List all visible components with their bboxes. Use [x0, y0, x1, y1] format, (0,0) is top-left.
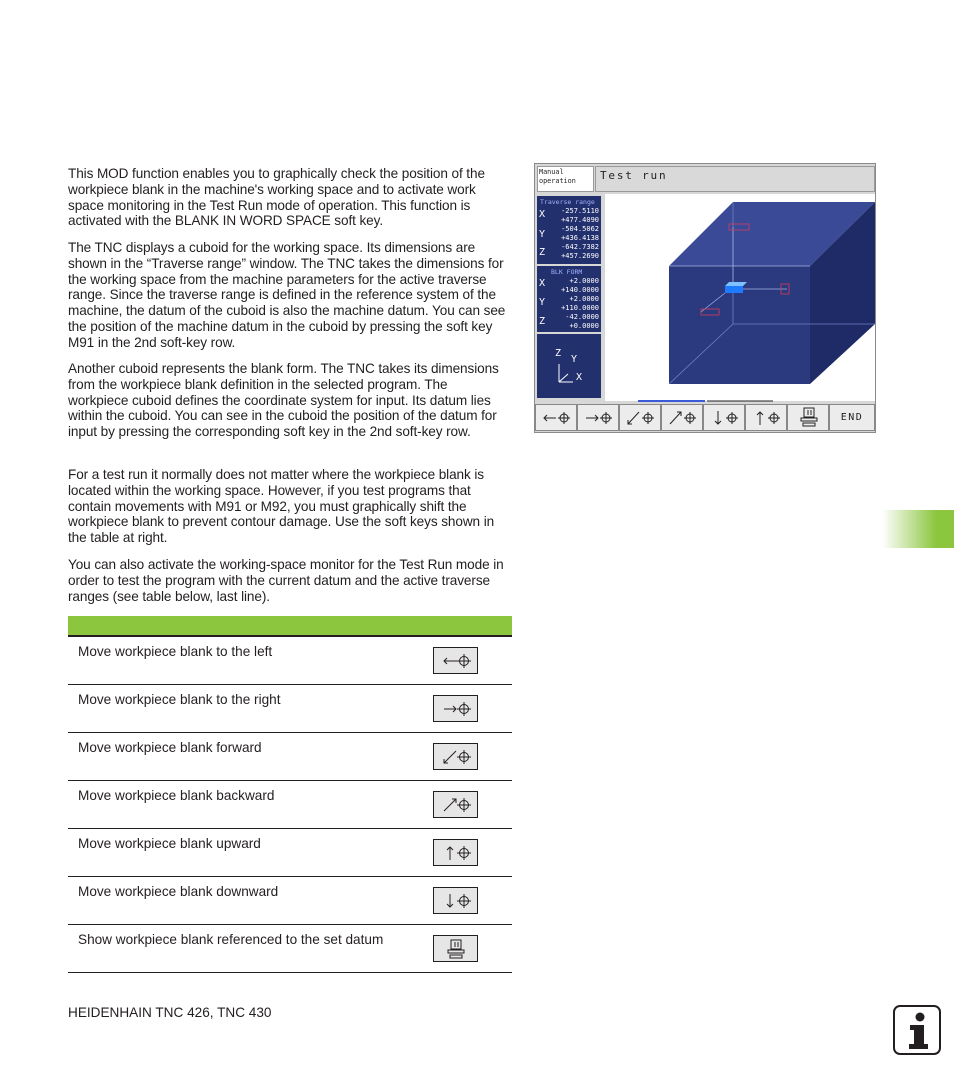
table-row: [68, 877, 512, 925]
table-row: [68, 685, 512, 733]
arrow-left-datum-icon: [536, 405, 578, 432]
page-footer: HEIDENHAIN TNC 426, TNC 430: [68, 1005, 272, 1020]
datum-blank-icon: [788, 405, 830, 432]
table-row: [68, 781, 512, 829]
softkey-move-left[interactable]: [535, 404, 577, 431]
test-run-paragraph: For a test run it normally does not matter where the workpiece blank is located within the working space. However, if you test programs that contain movements with M91 or M92, you must graphically shift the workpiece blank to prevent contour damage. Use the soft keys shown in the table at right.: [68, 467, 495, 546]
show-datum-softkey[interactable]: [433, 935, 478, 962]
move-down-softkey[interactable]: [433, 887, 478, 914]
blk-value: +2.0000: [569, 277, 599, 285]
softkey-move-forward[interactable]: [619, 404, 661, 431]
axis-x-label: X: [539, 278, 546, 289]
tnc-screen-screenshot: [534, 163, 876, 433]
blk-value: -42.0000: [565, 313, 599, 321]
table-row: [68, 925, 512, 973]
intro-paragraph: This MOD function enables you to graphically check the position of the workpiece blank in the machine's working space and to activate work space monitoring in the Test Run mode of operation. This function is activated with the BLANK IN WORD SPACE soft key.: [68, 166, 485, 229]
blk-value: +2.0000: [569, 295, 599, 303]
table-row: [68, 829, 512, 877]
arrow-right-datum-icon: [434, 696, 479, 723]
arrow-left-datum-icon: [434, 648, 479, 675]
axes-tripod-icon: [537, 334, 601, 398]
working-space-paragraph: The TNC displays a cuboid for the working space. Its dimensions are shown in the “Traverse range” window. The TNC takes the dimensions for the working space from the machine parameters for the active traverse range. Since the traverse range is defined in the reference system of the machine, the datum of the cuboid is also the machine datum. You can see the position of the machine datum in the cuboid by pressing the soft key M91 in the 2nd soft-key row.: [68, 240, 506, 350]
traverse-value: +436.4138: [561, 234, 599, 242]
working-space-cuboid: [605, 194, 875, 401]
coord-x-label: X: [576, 372, 583, 383]
softkey-show-datum[interactable]: [787, 404, 829, 431]
traverse-title: Traverse range: [540, 198, 595, 206]
traverse-value: -504.5062: [561, 225, 599, 233]
blk-form-title: BLK FORM: [551, 268, 583, 276]
blk-value: +0.0000: [569, 322, 599, 330]
blk-value: +110.0000: [561, 304, 599, 312]
axis-z-label: Z: [539, 316, 546, 327]
blk-value: +140.0000: [561, 286, 599, 294]
datum-blank-icon: [434, 936, 479, 963]
working-space-graphic: [605, 194, 875, 401]
function-label: Move workpiece blank downward: [78, 884, 279, 899]
arrow-backward-datum-icon: [662, 405, 704, 432]
traverse-value: +457.2690: [561, 252, 599, 260]
traverse-value: -257.5110: [561, 207, 599, 215]
arrow-backward-datum-icon: [434, 792, 479, 819]
machine-mode-box: [537, 166, 594, 192]
function-label: Move workpiece blank backward: [78, 788, 275, 803]
arrow-up-datum-icon: [746, 405, 788, 432]
axis-z-label: Z: [539, 247, 546, 258]
arrow-up-datum-icon: [434, 840, 479, 867]
softkey-move-down[interactable]: [703, 404, 745, 431]
arrow-down-datum-icon: [434, 888, 479, 915]
table-header: [68, 616, 512, 637]
coord-z-label: Z: [555, 348, 562, 359]
softkey-bar: [535, 403, 875, 432]
arrow-forward-datum-icon: [434, 744, 479, 771]
softkey-row-indicator: [535, 400, 875, 403]
softkey-move-backward[interactable]: [661, 404, 703, 431]
softkey-move-right[interactable]: [577, 404, 619, 431]
function-label: Move workpiece blank to the left: [78, 644, 273, 659]
arrow-right-datum-icon: [578, 405, 620, 432]
program-mode-title: Test run: [595, 166, 875, 192]
mode-label-line2: operation: [539, 176, 576, 185]
table-row: [68, 733, 512, 781]
softkey-move-up[interactable]: [745, 404, 787, 431]
softkey-end[interactable]: END: [829, 404, 875, 431]
softkey-table: [68, 616, 512, 973]
blk-form-panel: [537, 266, 601, 332]
traverse-range-panel: [537, 196, 601, 264]
arrow-down-datum-icon: [704, 405, 746, 432]
arrow-forward-datum-icon: [620, 405, 662, 432]
info-icon: [893, 1005, 941, 1055]
axis-x-label: X: [539, 209, 546, 220]
info-glyph: [895, 1007, 939, 1053]
coord-y-label: Y: [571, 354, 578, 365]
move-forward-softkey[interactable]: [433, 743, 478, 770]
monitor-paragraph: You can also activate the working-space monitor for the Test Run mode in order to test the program with the current datum and the active traverse ranges (see table below, last line).: [68, 557, 504, 604]
coordinate-system-panel: [537, 334, 601, 398]
axis-y-label: Y: [539, 297, 546, 308]
mode-label-line1: Manual: [539, 168, 564, 176]
move-right-softkey[interactable]: [433, 695, 478, 722]
axis-y-label: Y: [539, 229, 546, 240]
move-up-softkey[interactable]: [433, 839, 478, 866]
move-left-softkey[interactable]: [433, 647, 478, 674]
move-backward-softkey[interactable]: [433, 791, 478, 818]
traverse-value: +477.4090: [561, 216, 599, 224]
function-label: Move workpiece blank forward: [78, 740, 262, 755]
function-label: Move workpiece blank to the right: [78, 692, 281, 707]
function-label: Move workpiece blank upward: [78, 836, 261, 851]
function-label: Show workpiece blank referenced to the set datum: [78, 932, 384, 947]
chapter-tab: [882, 510, 954, 548]
traverse-value: -642.7382: [561, 243, 599, 251]
blank-form-paragraph: Another cuboid represents the blank form. The TNC takes its dimensions from the workpiece blank definition in the selected program. The workpiece cuboid defines the coordinate system for input. Its datum lies within the cuboid. You can see in the cuboid the position of the datum for input by pressing the corresponding soft key in the 2nd soft-key row.: [68, 361, 499, 440]
table-row: [68, 637, 512, 685]
